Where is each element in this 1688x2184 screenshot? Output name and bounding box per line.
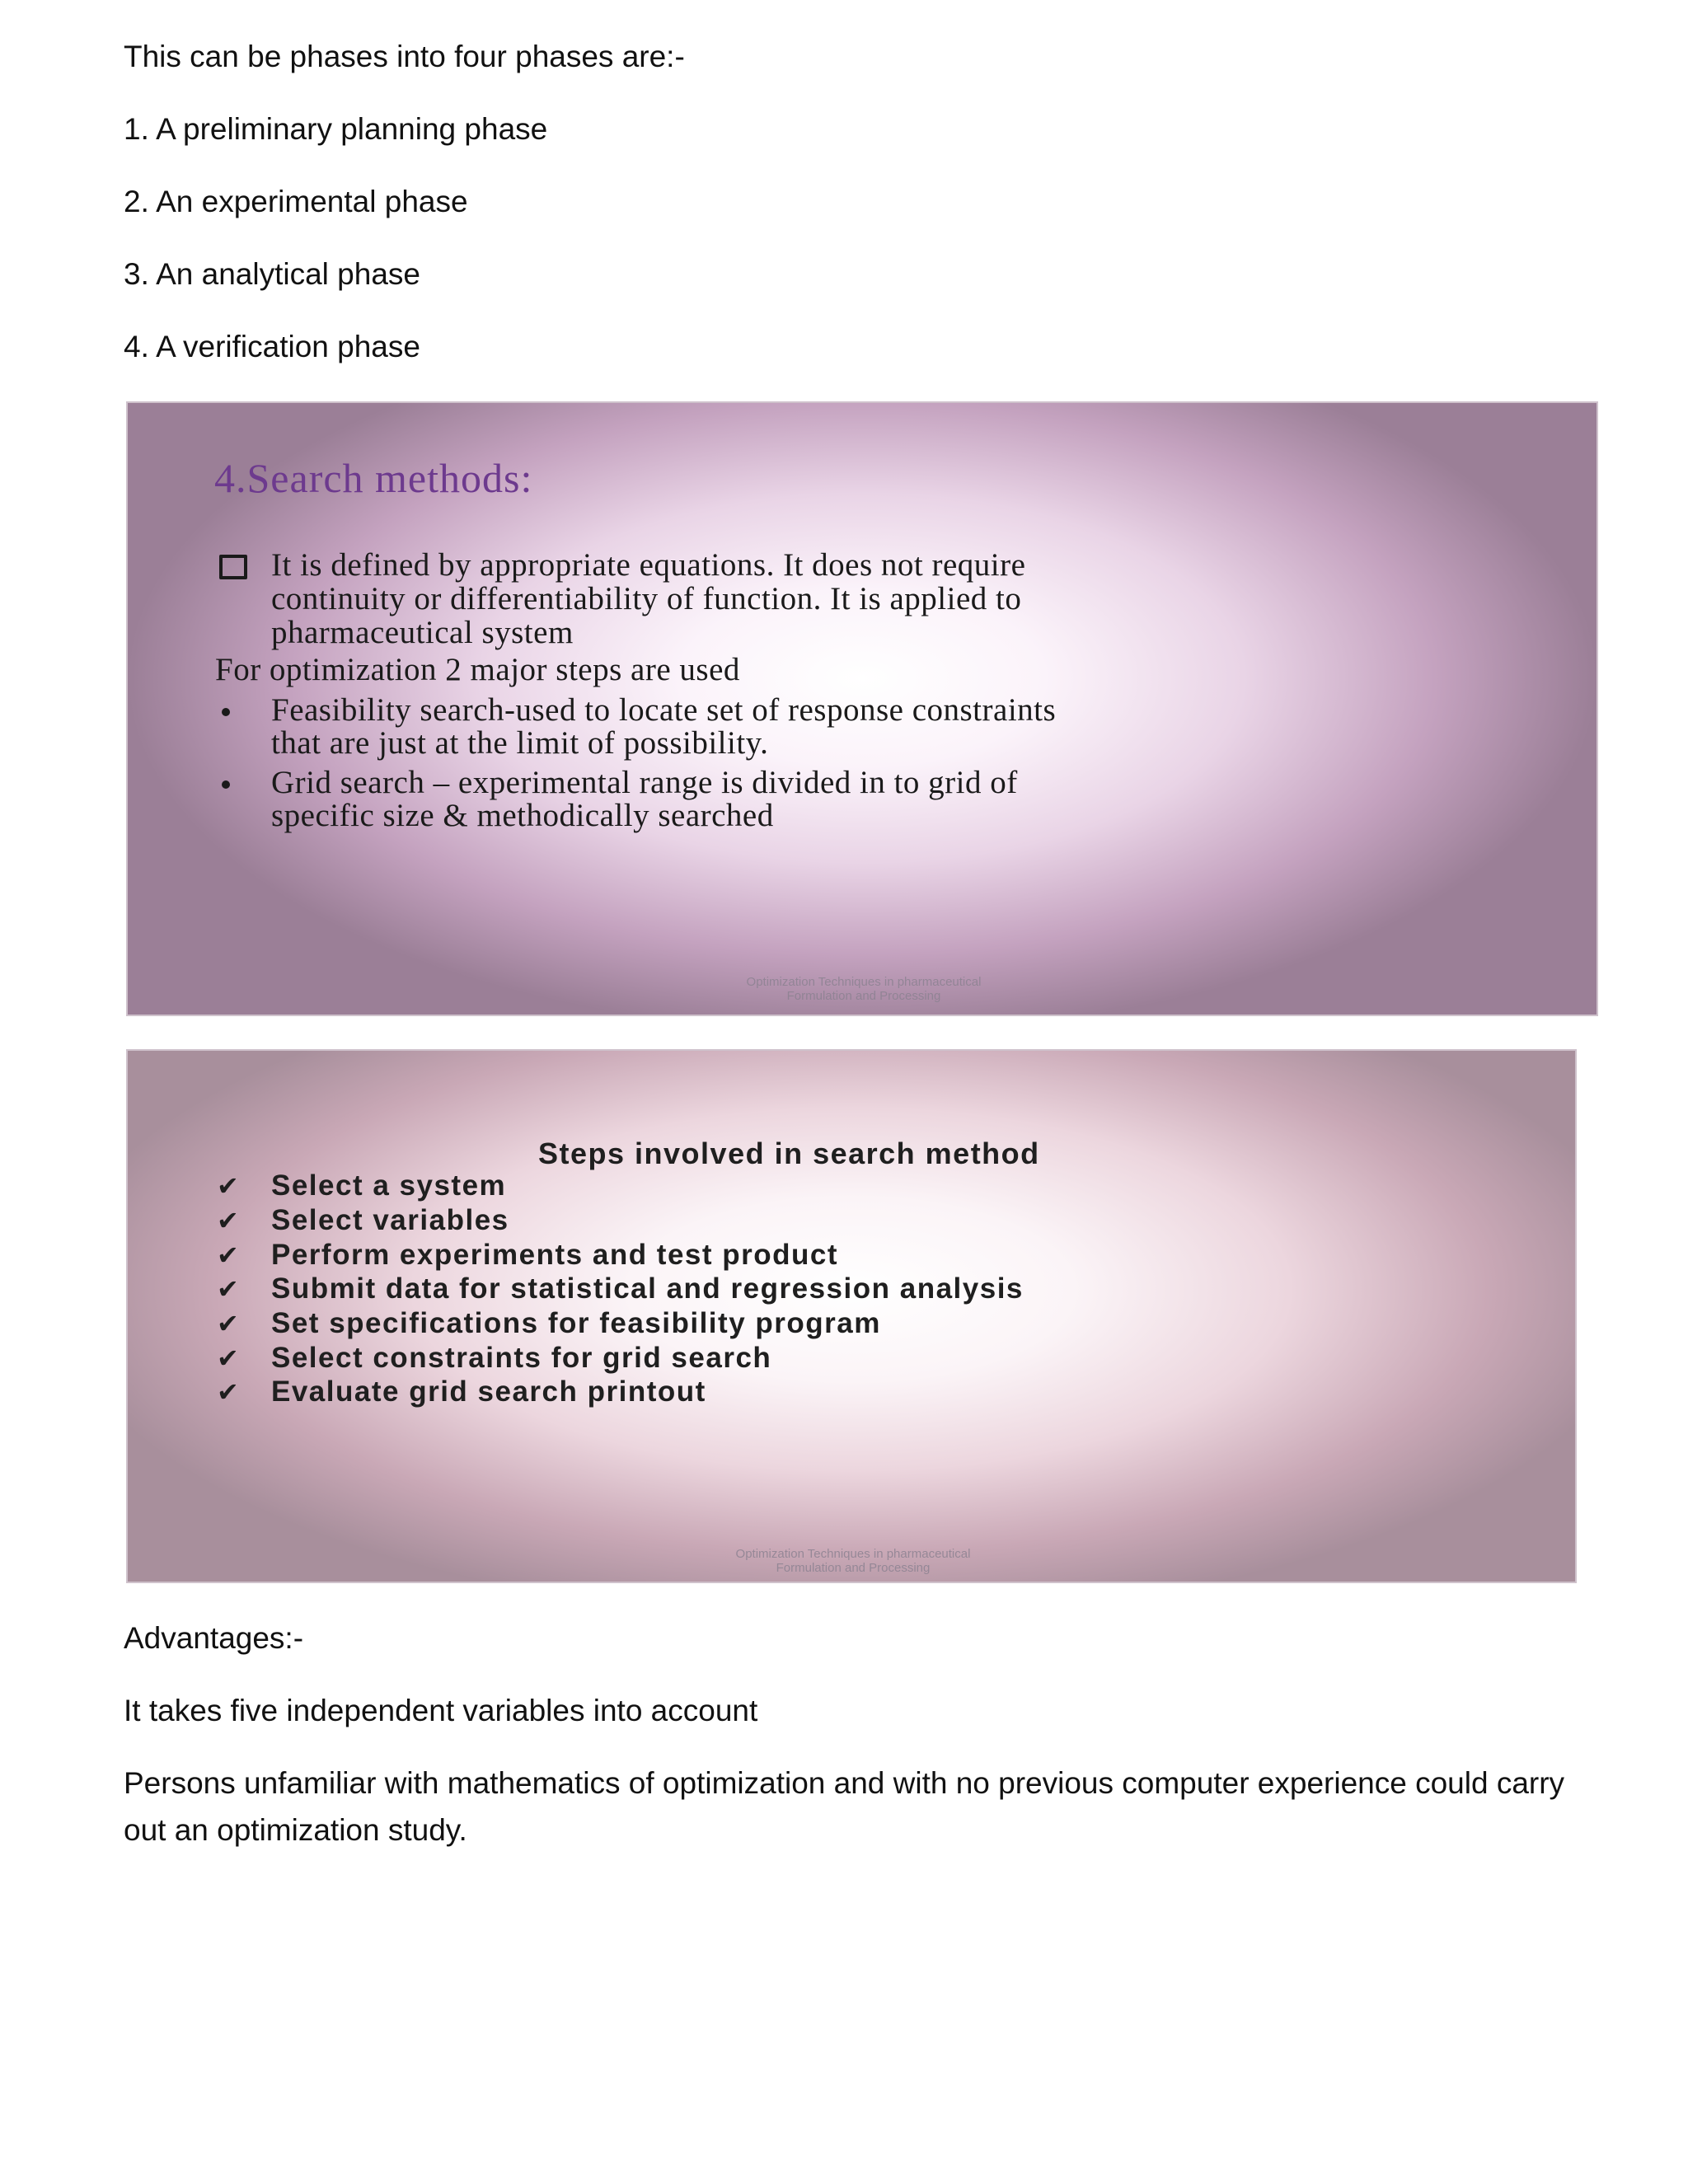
slide-image-search-methods xyxy=(126,401,1598,1016)
check-icon: ✔ xyxy=(217,1377,241,1407)
bullet-dot-icon xyxy=(222,708,230,716)
advantage-item-2: Persons unfamiliar with mathematics of optimization and with no previous computer experience could carry out an optimization study. xyxy=(124,1766,1565,1847)
advantage-item-1: It takes five independent variables into account xyxy=(124,1694,758,1727)
slide-bullet-1-line-2: that are just at the limit of possibility. xyxy=(271,725,769,761)
phase-item-3: 3. An analytical phase xyxy=(124,257,420,291)
slide-steps-intro: For optimization 2 major steps are used xyxy=(215,652,740,687)
slide-footer-line-1: Optimization Techniques in pharmaceutical xyxy=(746,975,982,989)
step-text: Submit data for statistical and regression analysis xyxy=(271,1272,1024,1305)
check-icon: ✔ xyxy=(217,1309,241,1338)
phase-item-1: 1. A preliminary planning phase xyxy=(124,112,548,146)
step-text: Evaluate grid search printout xyxy=(271,1376,706,1408)
phase-item-2: 2. An experimental phase xyxy=(124,185,468,218)
slide-para-line-3: pharmaceutical system xyxy=(271,615,574,650)
check-icon: ✔ xyxy=(217,1171,241,1201)
step-item xyxy=(217,1203,509,1238)
intro-text: This can be phases into four phases are:- xyxy=(124,40,685,73)
check-icon: ✔ xyxy=(217,1206,241,1235)
slide-footer xyxy=(617,975,1111,1003)
slide-title: Steps involved in search method xyxy=(538,1137,1040,1170)
slide-footer-line-2: Formulation and Processing xyxy=(786,989,941,1003)
phase-item-4: 4. A verification phase xyxy=(124,330,420,363)
slide-footer xyxy=(606,1547,1100,1575)
step-item xyxy=(217,1169,506,1203)
step-text: Select constraints for grid search xyxy=(271,1342,772,1374)
checkbox-bullet-icon xyxy=(219,555,247,579)
step-text: Set specifications for feasibility program xyxy=(271,1307,881,1339)
step-item xyxy=(217,1375,706,1409)
slide-footer-line-2: Formulation and Processing xyxy=(776,1561,931,1575)
slide-footer-line-1: Optimization Techniques in pharmaceutical xyxy=(735,1547,971,1561)
step-item xyxy=(217,1306,881,1341)
slide-title: 4.Search methods: xyxy=(214,455,533,501)
step-text: Select a system xyxy=(271,1169,507,1202)
advantages-heading: Advantages:- xyxy=(124,1621,304,1655)
slide-bullet-2-line-2: specific size & methodically searched xyxy=(271,798,774,833)
step-item xyxy=(217,1272,1024,1306)
slide-bullet-2-line-1: Grid search – experimental range is divided in to grid of xyxy=(271,765,1018,800)
step-item xyxy=(217,1341,771,1376)
slide-para-line-1: It is defined by appropriate equations. It does not require xyxy=(271,547,1026,583)
bullet-dot-icon xyxy=(222,780,230,789)
slide-bullet-1-line-1: Feasibility search-used to locate set of response constraints xyxy=(271,692,1057,728)
check-icon: ✔ xyxy=(217,1274,241,1304)
step-text: Select variables xyxy=(271,1204,509,1236)
check-icon: ✔ xyxy=(217,1240,241,1270)
step-text: Perform experiments and test product xyxy=(271,1239,839,1271)
slide-para-line-2: continuity or differentiability of function. It is applied to xyxy=(271,581,1022,616)
step-item xyxy=(217,1238,838,1272)
check-icon: ✔ xyxy=(217,1343,241,1373)
slide-image-search-steps xyxy=(126,1049,1577,1583)
